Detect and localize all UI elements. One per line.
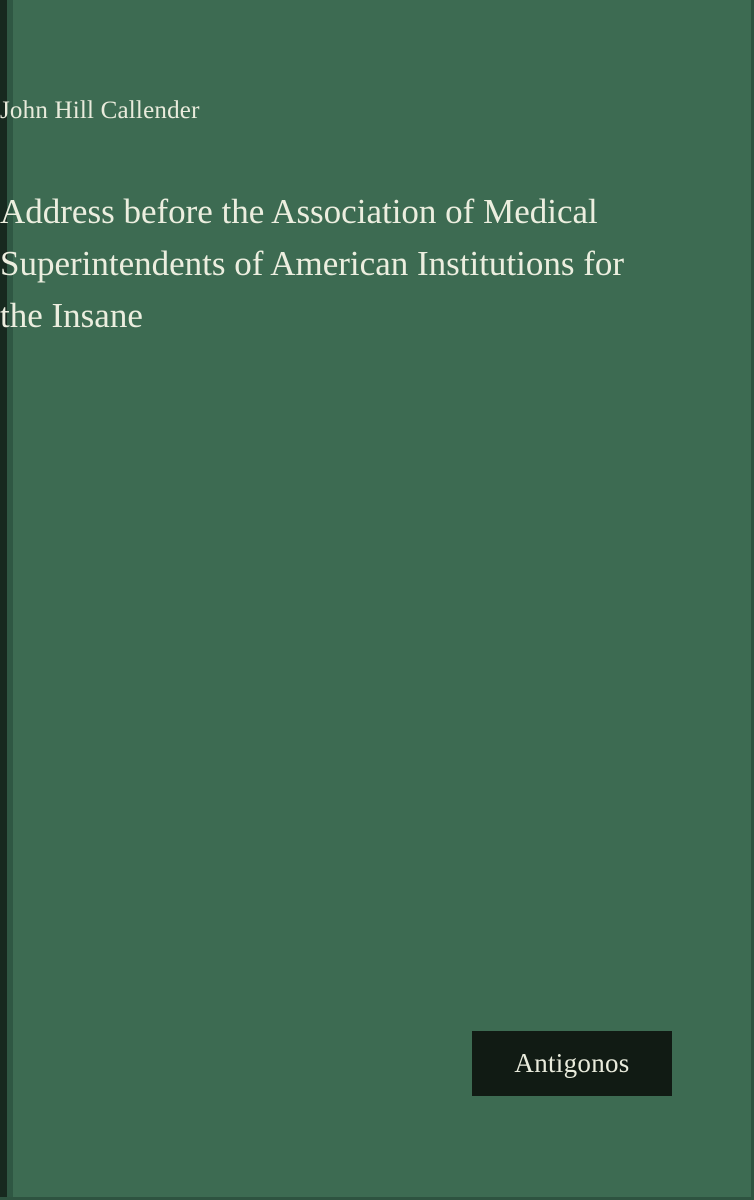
book-title: Address before the Association of Medical Superintendents of American Institutions for the Insane bbox=[0, 192, 625, 335]
publisher-plate bbox=[472, 1031, 672, 1096]
author-name: John Hill Callender bbox=[0, 97, 200, 124]
publisher-name: Antigonos bbox=[514, 1048, 630, 1078]
cover-text-block bbox=[0, 96, 700, 342]
